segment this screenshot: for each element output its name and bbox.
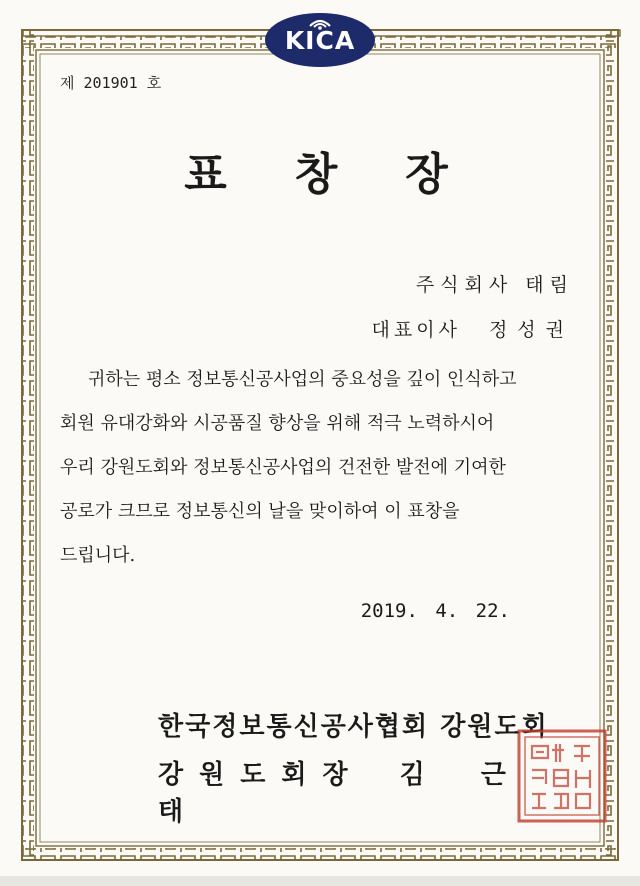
- award-date: 2019. 4. 22.: [360, 600, 510, 622]
- issuer-name: 김근태: [158, 760, 562, 827]
- citation-line: 회원 유대강화와 시공품질 향상을 위해 적극 노력하시어: [60, 413, 495, 434]
- citation-line: 공로가 크므로 정보통신의 날을 맞이하여 이 표창을: [60, 501, 460, 522]
- official-seal-icon: [516, 728, 608, 824]
- document-title: 표창장: [184, 149, 516, 200]
- issuer-organization: 한국정보통신공사협회 강원도회: [158, 712, 549, 742]
- recipient-company: 주식회사 태림: [415, 274, 574, 296]
- citation-line: 우리 강원도회와 정보통신공사업의 건전한 발전에 기여한: [60, 457, 506, 478]
- citation-line: 드립니다.: [60, 545, 136, 566]
- scan-edge: [0, 876, 640, 886]
- citation-body: [60, 358, 600, 578]
- recipient-position: 대표이사: [371, 319, 461, 341]
- recipient-representative: [372, 315, 574, 342]
- recipient-name: 정성권: [488, 319, 574, 341]
- logo-wordmark: KICA: [284, 26, 356, 55]
- certificate-number: 제 201901 호: [60, 74, 162, 92]
- issuer-title: 강원도회장: [158, 760, 364, 790]
- citation-line: 귀하는 평소 정보통신공사업의 중요성을 깊이 인식하고: [88, 369, 517, 390]
